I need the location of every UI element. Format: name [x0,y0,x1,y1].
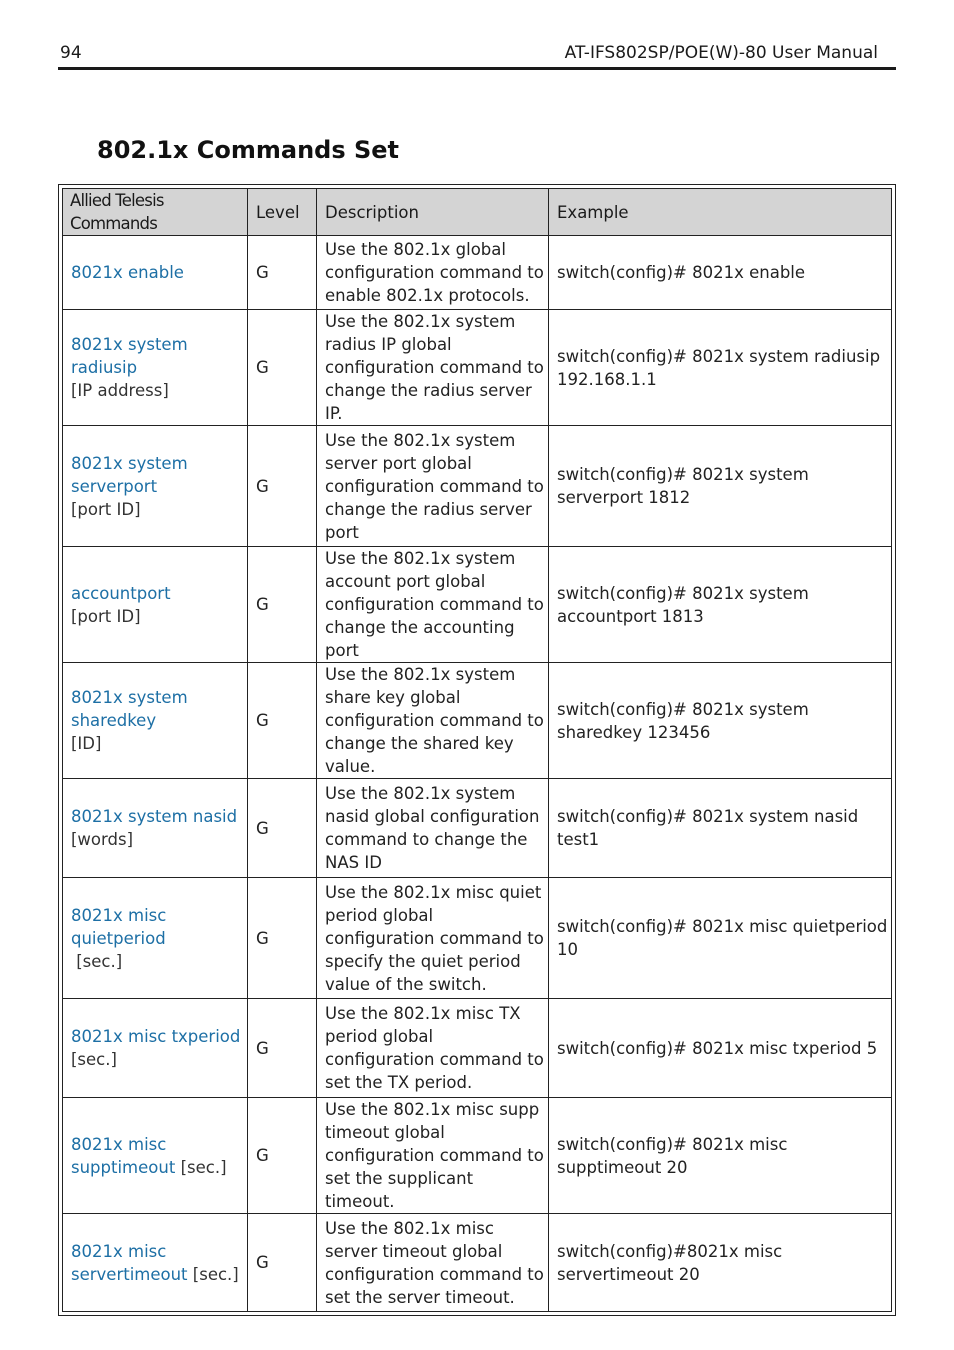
page-number: 94 [60,43,82,63]
description-cell: Use the 802.1x system share key global configuration command to change the shared key value. [317,663,549,779]
table-row [63,1214,892,1312]
command-name: 8021x misc [71,1241,167,1261]
example-cell: switch(config)# 8021x system nasid test1 [549,779,892,878]
commands-table [62,188,892,1312]
command-cell [63,1214,248,1312]
command-cell [63,236,248,310]
level-cell: G [248,878,317,999]
table-row [63,999,892,1098]
level-cell: G [248,999,317,1098]
command-parameter: [sec.] [192,1264,239,1284]
level-cell: G [248,1098,317,1214]
table-body [63,236,892,1312]
level-cell: G [248,426,317,547]
table-row [63,236,892,310]
section-title: 802.1x Commands Set [97,136,400,164]
command-cell [63,878,248,999]
level-cell: G [248,547,317,663]
command-cell [63,779,248,878]
command-cell [63,426,248,547]
command-name: accountport [71,583,171,603]
description-cell: Use the 802.1x misc supp timeout global configuration command to set the supplicant timeout. [317,1098,549,1214]
table-row [63,1098,892,1214]
command-name: 8021x system [71,453,188,473]
command-cell [63,999,248,1098]
command-name: 8021x system radiusip [71,335,188,377]
level-cell: G [248,310,317,426]
command-name: 8021x misc [71,1134,167,1154]
column-header-level: Level [248,189,317,236]
description-cell: Use the 802.1x system account port global configuration command to change the accounting port [317,547,549,663]
command-parameter: [port ID] [71,499,141,519]
table-row [63,426,892,547]
example-cell: switch(config)# 8021x system serverport 1812 [549,426,892,547]
description-cell: Use the 802.1x system nasid global configuration command to change the NAS ID [317,779,549,878]
column-header-description: Description [317,189,549,236]
column-header-example: Example [549,189,892,236]
command-parameter: [IP address] [71,381,169,400]
table-row [63,310,892,426]
example-cell: switch(config)# 8021x system accountport 1813 [549,547,892,663]
command-cell [63,663,248,779]
example-cell: switch(config)# 8021x system sharedkey 123456 [549,663,892,779]
table-row [63,878,892,999]
level-cell: G [248,779,317,878]
page-header [58,40,896,70]
column-header-commands: Allied Telesis Commands [63,189,248,236]
command-name: 8021x enable [71,263,184,282]
example-cell: switch(config)# 8021x misc supptimeout 20 [549,1098,892,1214]
command-parameter: [sec.] [71,951,123,971]
description-cell: Use the 802.1x misc TX period global configuration command to set the TX period. [317,999,549,1098]
command-parameter: [sec.] [180,1157,227,1177]
commands-table-frame [58,184,896,1316]
example-cell: switch(config)# 8021x enable [549,236,892,310]
example-cell: switch(config)# 8021x misc quietperiod 10 [549,878,892,999]
level-cell: G [248,663,317,779]
manual-title: AT-IFS802SP/POE(W)-80 User Manual [564,43,878,63]
description-cell: Use the 802.1x system server port global configuration command to change the radius server port [317,426,549,547]
command-name: sharedkey [71,711,157,730]
description-cell: Use the 802.1x misc server timeout global configuration command to set the server timeout. [317,1214,549,1312]
level-cell: G [248,236,317,310]
table-row [63,663,892,779]
command-name: servertimeout [71,1264,188,1284]
command-name: supptimeout [71,1157,176,1177]
command-name: quietperiod [71,928,166,948]
description-cell: Use the 802.1x global configuration command to enable 802.1x protocols. [317,236,549,310]
command-name: 8021x system nasid [71,807,238,826]
command-name: serverport [71,476,158,496]
command-parameter: [words] [71,830,134,849]
table-header-row [63,189,892,236]
example-cell: switch(config)#8021x misc servertimeout 20 [549,1214,892,1312]
command-name: 8021x system [71,688,188,707]
command-cell [63,1098,248,1214]
description-cell: Use the 802.1x misc quiet period global configuration command to specify the quiet period value of the switch. [317,878,549,999]
description-cell: Use the 802.1x system radius IP global configuration command to change the radius server IP. [317,310,549,426]
command-name: 8021x misc txperiod [71,1027,241,1046]
command-cell [63,547,248,663]
command-cell [63,310,248,426]
example-cell: switch(config)# 8021x misc txperiod 5 [549,999,892,1098]
command-parameter: [ID] [71,734,102,753]
table-row [63,779,892,878]
command-parameter: [port ID] [71,606,141,626]
command-name: 8021x misc [71,905,167,925]
example-cell: switch(config)# 8021x system radiusip 192.168.1.1 [549,310,892,426]
level-cell: G [248,1214,317,1312]
table-row [63,547,892,663]
command-parameter: [sec.] [71,1050,117,1069]
